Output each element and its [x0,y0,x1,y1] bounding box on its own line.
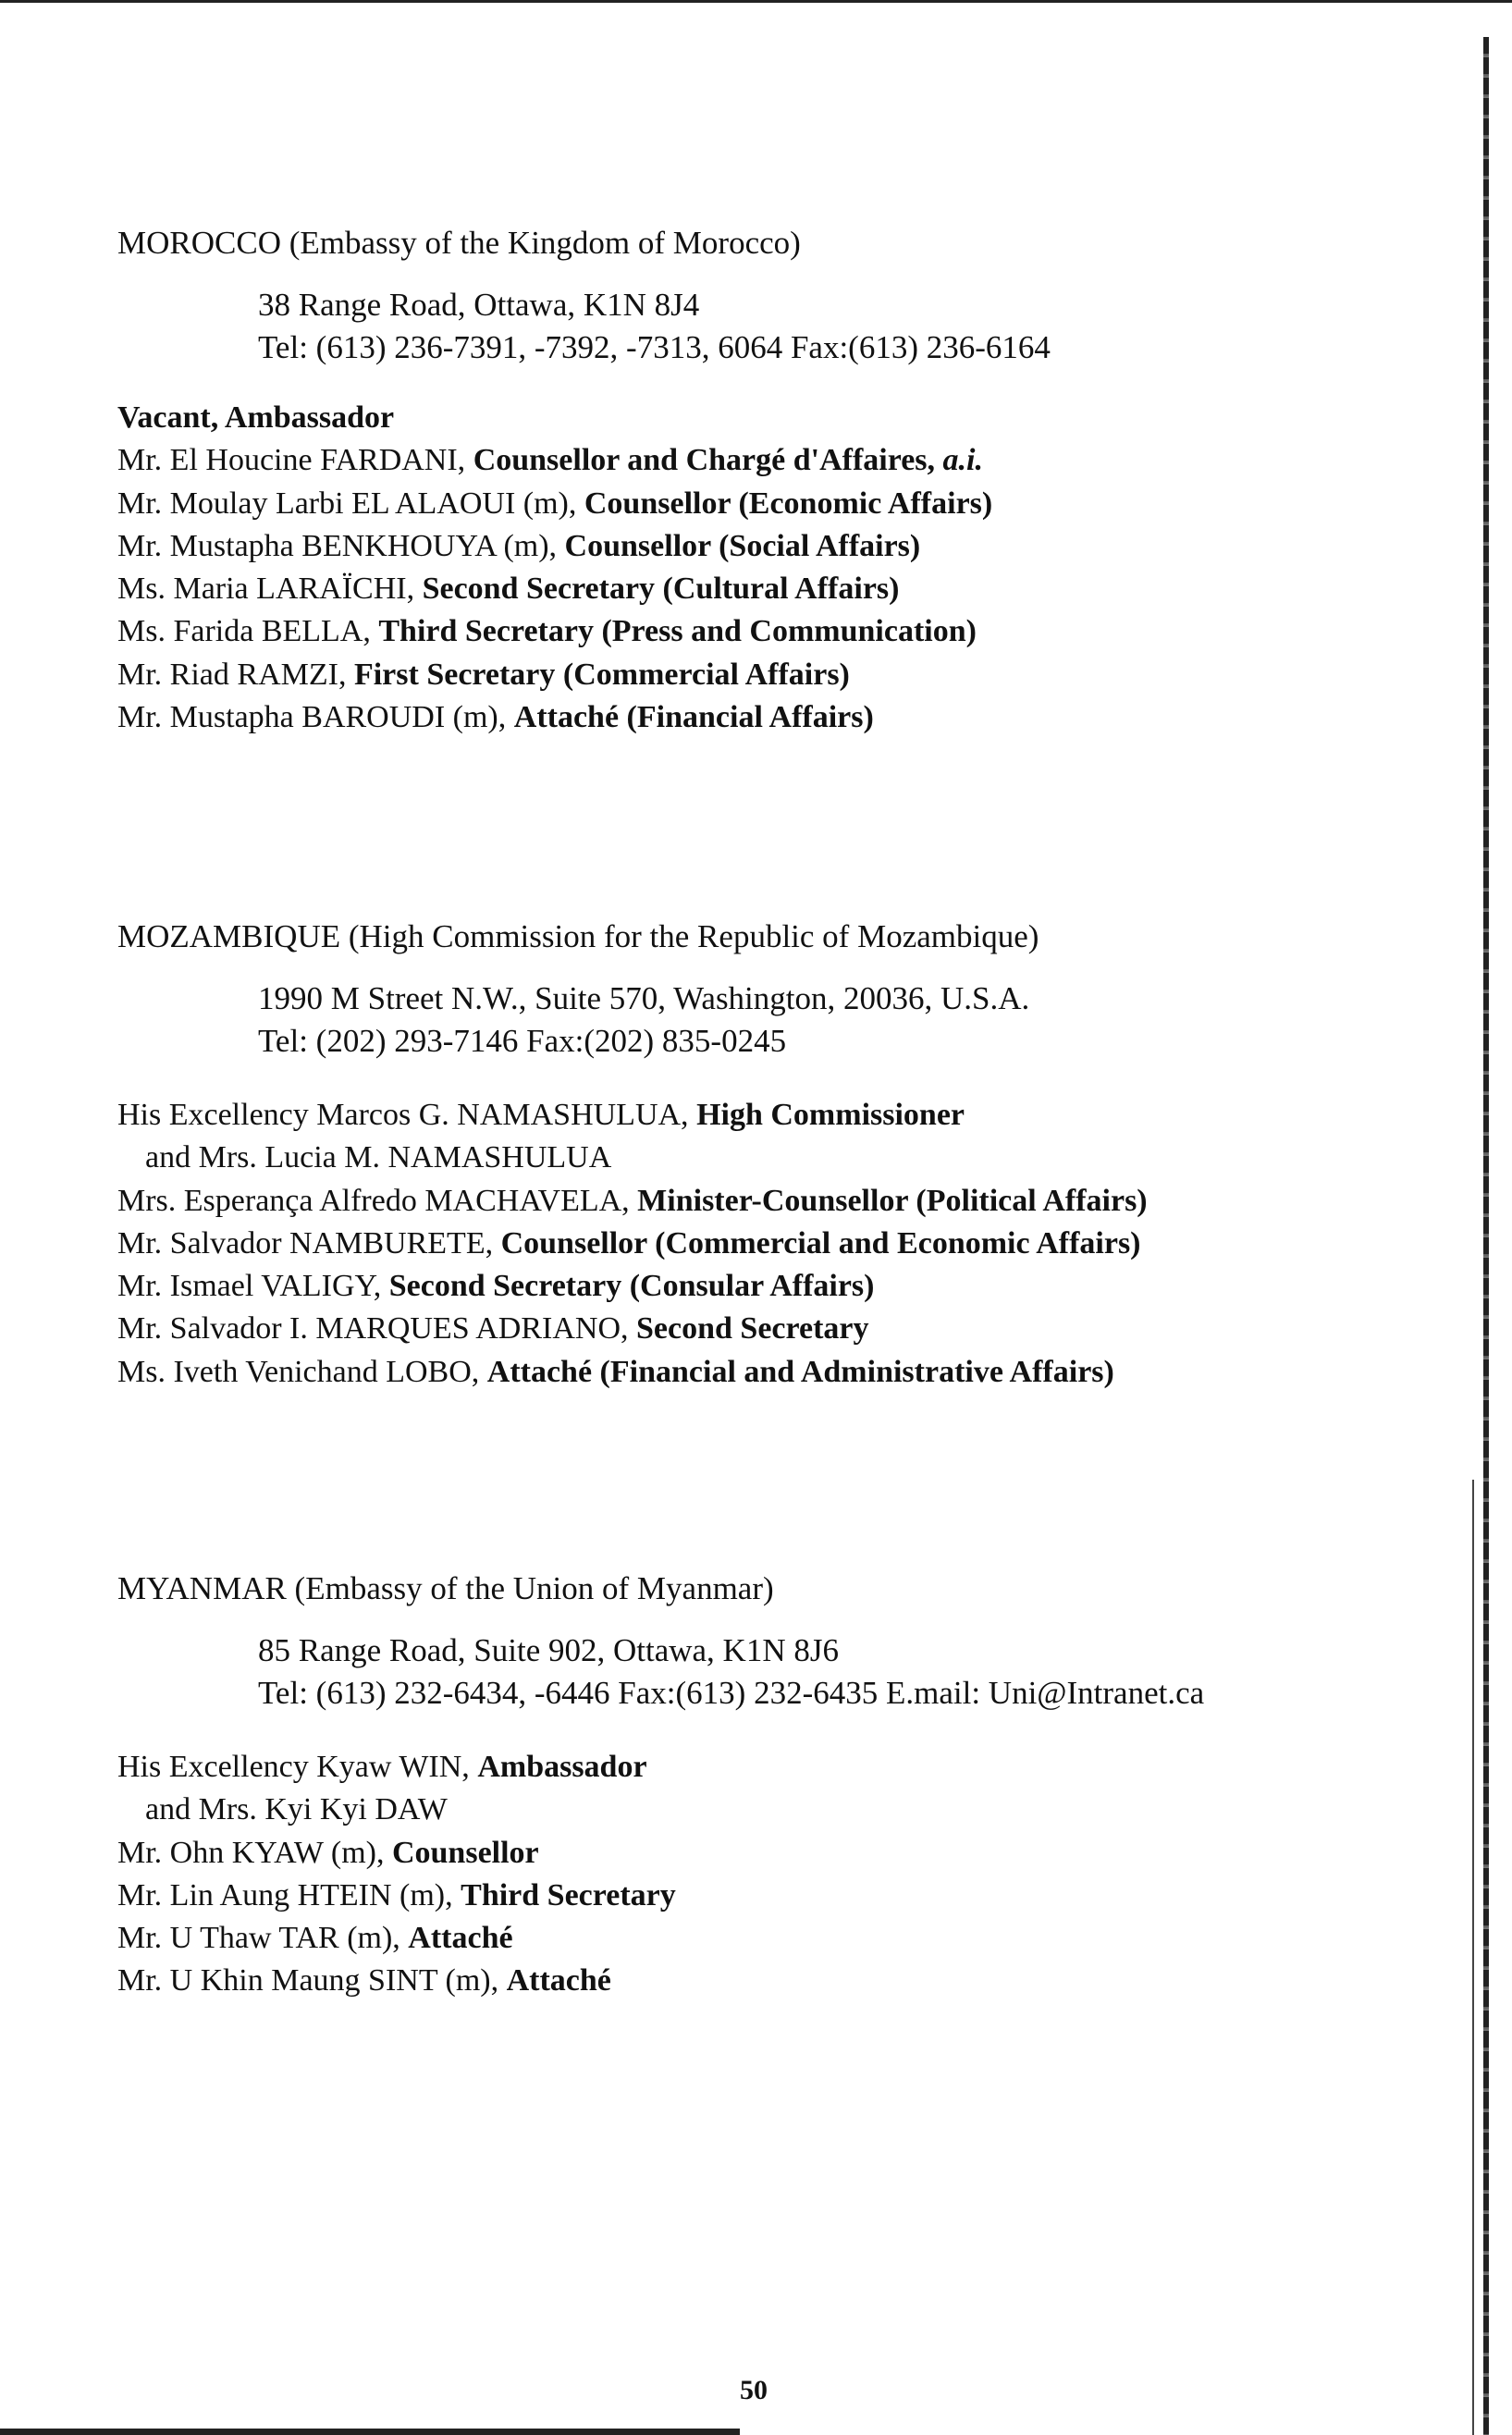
staff-person: and Mrs. Lucia M. NAMASHULUA [145,1140,612,1175]
staff-person: His Excellency Kyaw WIN, [117,1750,470,1784]
staff-entry [117,1875,1468,1917]
staff-person: Mr. Riad RAMZI, [117,657,347,692]
staff-person: Mr. Salvador I. MARQUES ADRIANO, [117,1311,629,1347]
staff-list [117,397,1468,739]
contact-line: Tel: (613) 236-7391, -7392, -7313, 6064 Fax:(613) 236-6164 [258,329,1051,365]
country-heading: MYANMAR (Embassy of the Union of Myanmar) [117,1570,774,1606]
scan-edge [1483,37,1489,2435]
staff-role: Counsellor (Social Affairs) [564,528,921,563]
staff-role: Counsellor [391,1835,539,1870]
staff-person: Mr. El Houcine FARDANI, [117,443,466,478]
staff-entry [117,1351,1468,1394]
staff-entry [117,1308,1468,1350]
top-border [0,0,1512,3]
staff-person: His Excellency Marcos G. NAMASHULUA, [117,1098,689,1132]
staff-entry [117,1917,1468,1960]
staff-role: Attaché [408,1921,513,1956]
staff-list [117,1094,1468,1394]
staff-entry [117,525,1468,568]
staff-role: Counsellor and Chargé d'Affaires, [473,443,936,478]
staff-person: Ms. Farida BELLA, [117,614,371,649]
country-section-morocco [117,225,1468,739]
staff-person: and Mrs. Kyi Kyi DAW [145,1792,448,1827]
staff-person: Mr. Mustapha BENKHOUYA (m), [117,528,558,563]
staff-entry [117,483,1468,525]
staff-list [117,1746,1468,2003]
staff-role: Second Secretary (Cultural Affairs) [422,572,900,607]
staff-person: Mr. Salvador NAMBURETE, [117,1225,494,1261]
staff-entry [117,397,1468,439]
staff-role: Attaché [506,1963,611,1998]
staff-person: Ms. Maria LARAÏCHI, [117,572,415,607]
country-heading: MOROCCO (Embassy of the Kingdom of Morocco) [117,225,801,261]
staff-role: High Commissioner [696,1098,965,1132]
staff-role: Second Secretary (Consular Affairs) [388,1269,875,1304]
staff-role: Vacant, Ambassador [117,400,395,435]
staff-role: First Secretary (Commercial Affairs) [353,657,850,692]
staff-person: Ms. Iveth Venichand LOBO, [117,1354,480,1389]
staff-person: Mrs. Esperança Alfredo MACHAVELA, [117,1183,630,1218]
staff-role: Third Secretary (Press and Communication) [378,614,977,649]
staff-person: Mr. U Khin Maung SINT (m), [117,1963,499,1998]
staff-entry [117,1223,1468,1265]
country-section-myanmar [117,1570,1468,2003]
staff-entry [117,439,1468,482]
staff-role: Second Secretary [636,1311,869,1347]
staff-entry-spouse [117,1789,1468,1831]
staff-entry [117,696,1468,739]
page-number: 50 [740,2375,768,2405]
staff-entry [117,1960,1468,2002]
contact-line: Tel: (202) 293-7146 Fax:(202) 835-0245 [258,1023,787,1059]
staff-entry [117,1746,1468,1789]
bottom-border [0,2429,740,2435]
staff-entry [117,1832,1468,1875]
address-line: 1990 M Street N.W., Suite 570, Washington, 20036, U.S.A. [258,980,1030,1016]
staff-role: Attaché (Financial and Administrative Affairs) [486,1354,1114,1389]
staff-role: Minister-Counsellor (Political Affairs) [637,1183,1148,1218]
staff-role: Ambassador [477,1750,647,1784]
staff-entry [117,1094,1468,1137]
staff-person: Mr. U Thaw TAR (m), [117,1921,400,1956]
staff-role: Attaché (Financial Affairs) [513,700,874,735]
staff-person: Mr. Moulay Larbi EL ALAOUI (m), [117,486,577,521]
country-heading: MOZAMBIQUE (High Commission for the Republic of Mozambique) [117,918,1039,954]
address-line: 38 Range Road, Ottawa, K1N 8J4 [258,287,700,323]
staff-entry [117,610,1468,653]
staff-entry [117,654,1468,696]
staff-role-suffix: a.i. [942,443,983,478]
staff-person: Mr. Lin Aung HTEIN (m), [117,1877,453,1912]
staff-entry-spouse [117,1137,1468,1179]
staff-entry [117,1180,1468,1223]
contact-line: Tel: (613) 232-6434, -6446 Fax:(613) 232-6435 E.mail: Uni@Intranet.ca [258,1675,1205,1711]
staff-person: Mr. Ohn KYAW (m), [117,1835,385,1870]
staff-entry [117,1265,1468,1308]
address-line: 85 Range Road, Suite 902, Ottawa, K1N 8J6 [258,1632,839,1668]
country-section-mozambique [117,918,1468,1394]
staff-person: Mr. Mustapha BAROUDI (m), [117,700,507,735]
staff-role: Counsellor (Commercial and Economic Affairs) [500,1225,1141,1261]
staff-person: Mr. Ismael VALIGY, [117,1269,382,1304]
staff-role: Counsellor (Economic Affairs) [584,486,993,521]
staff-role: Third Secretary [461,1877,676,1912]
scan-edge-inner [1472,1480,1474,2435]
staff-entry [117,568,1468,610]
